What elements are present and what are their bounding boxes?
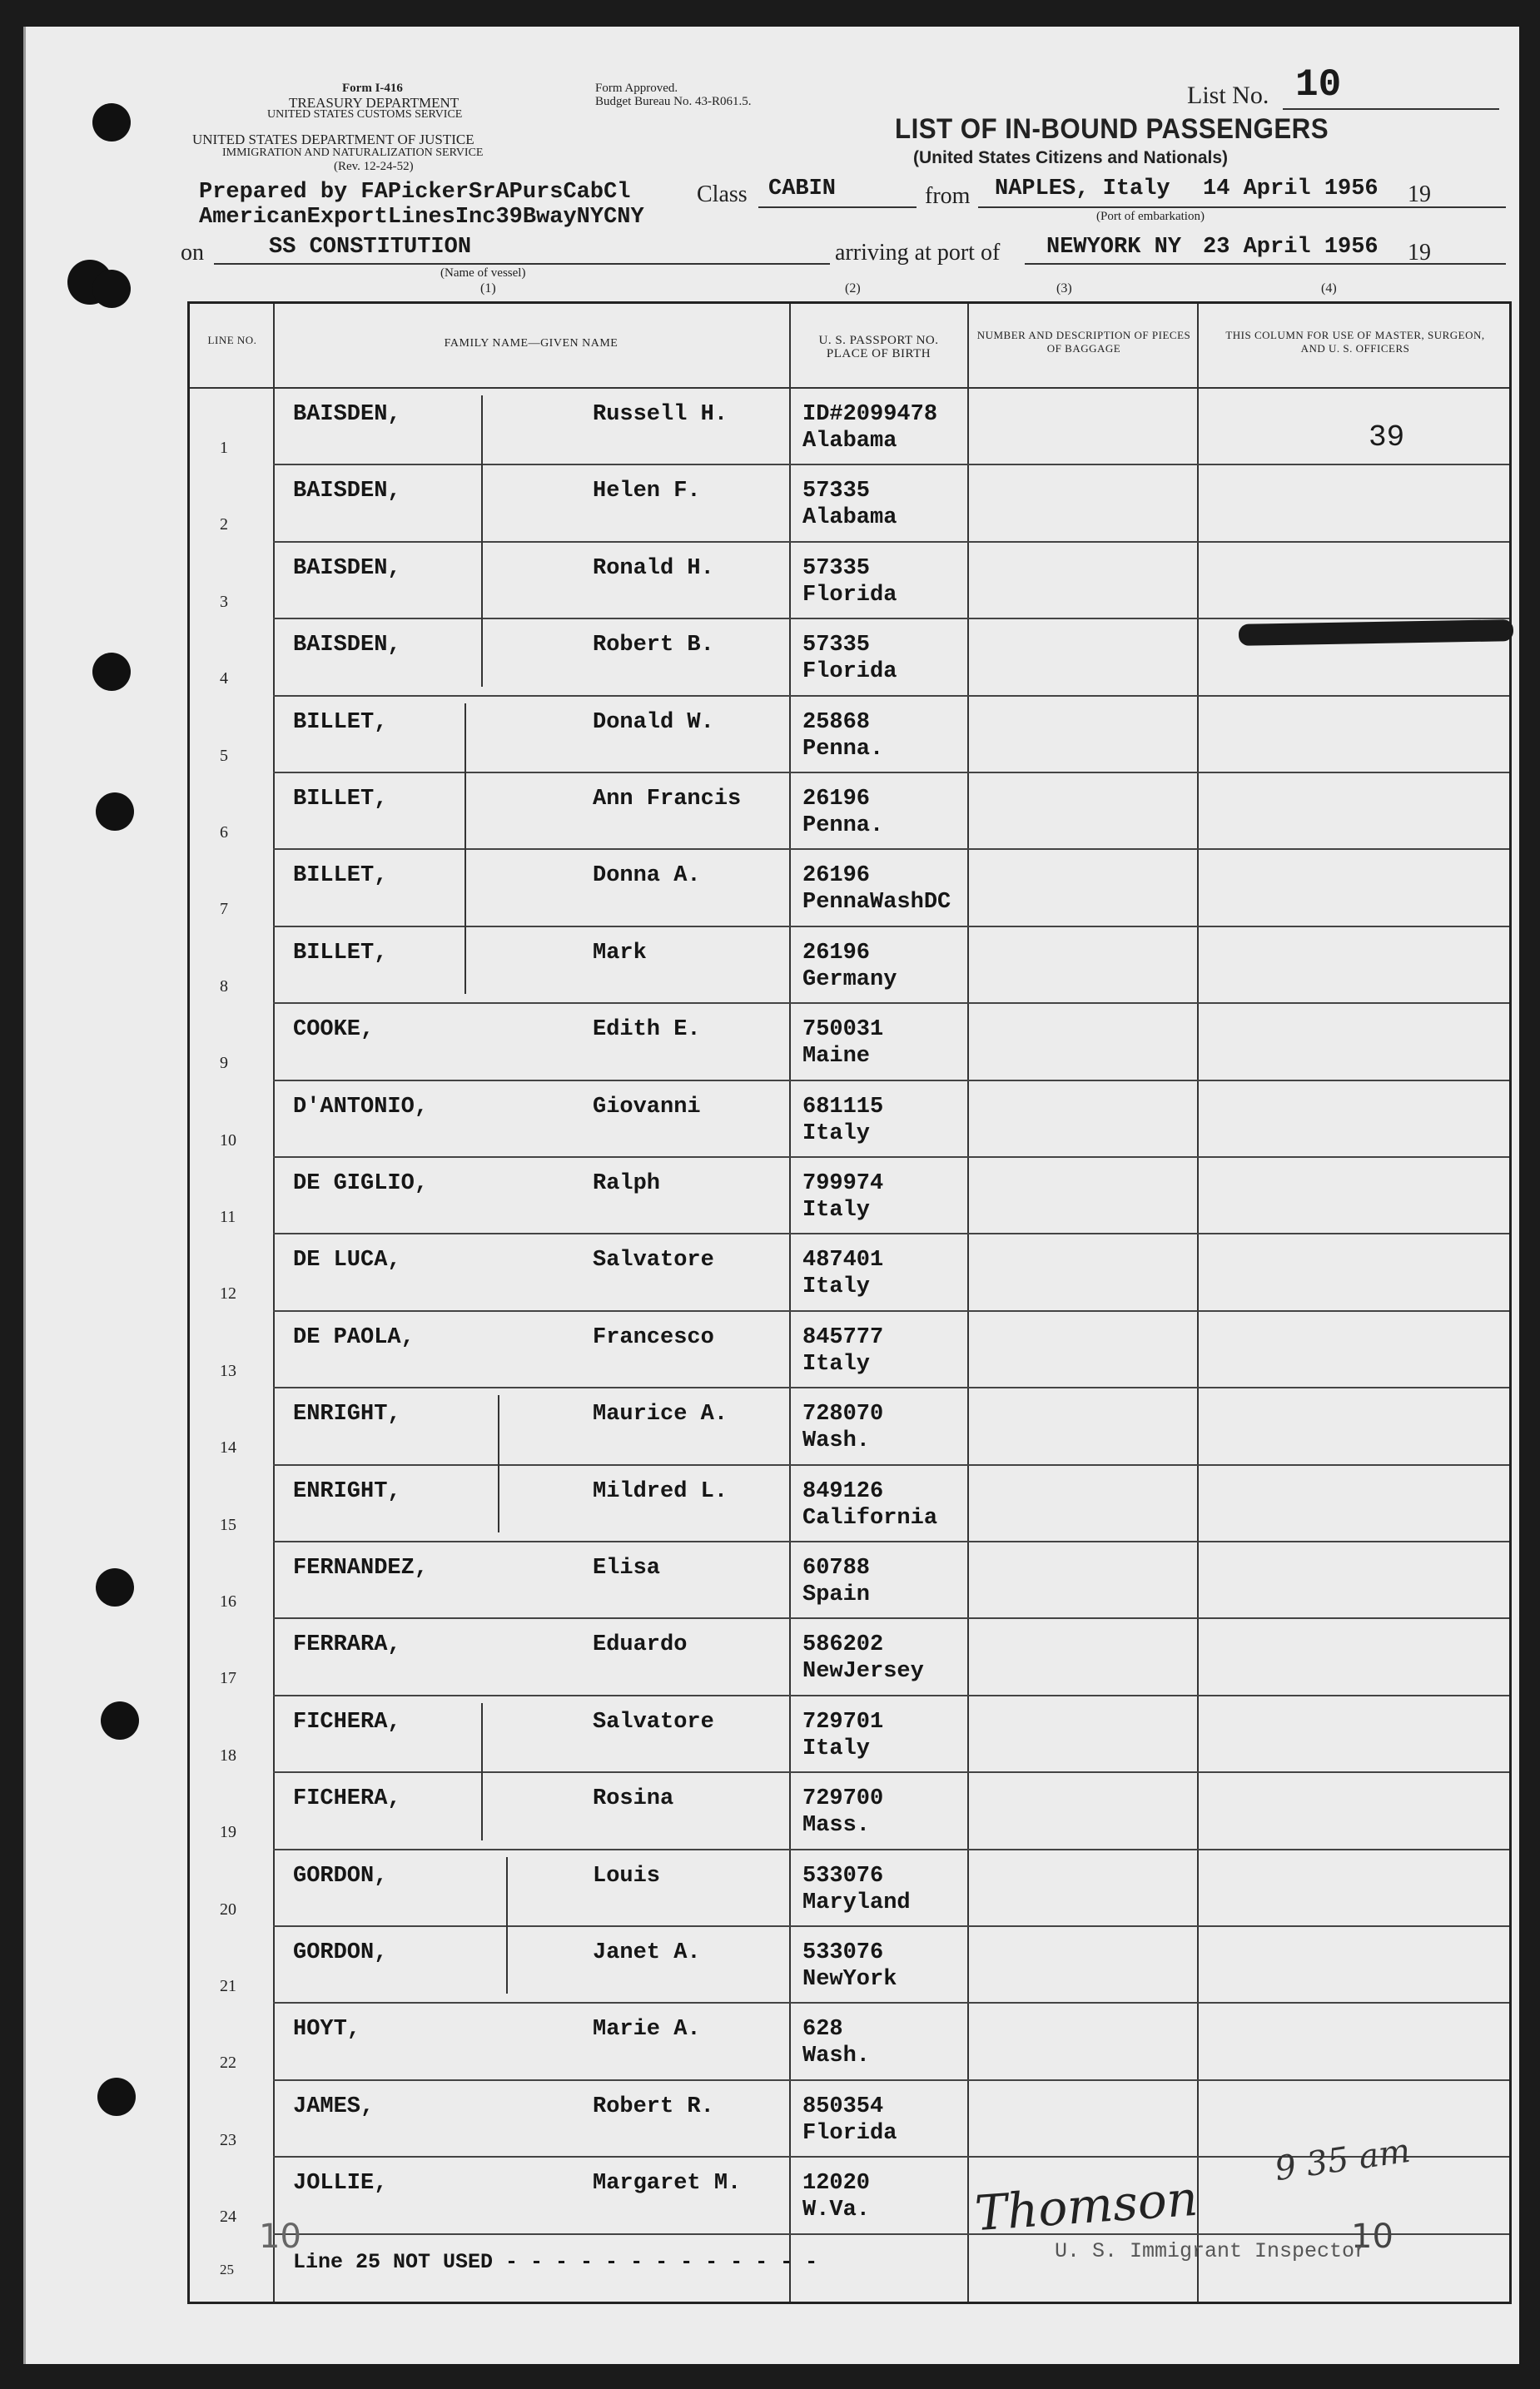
- given-name: Donald W.: [593, 709, 714, 735]
- line-number: 10: [220, 1130, 236, 1150]
- given-name: Margaret M.: [593, 2171, 742, 2197]
- row-divider: [273, 1156, 1509, 1158]
- place-of-birth: Penna.: [802, 736, 884, 762]
- line-number: 7: [220, 900, 228, 919]
- line-number: 12: [220, 1284, 236, 1304]
- passport-number: 57335: [802, 479, 871, 504]
- punch-hole: [97, 2078, 136, 2116]
- place-of-birth: Germany: [802, 966, 897, 992]
- class-label: Class: [697, 181, 748, 207]
- pencil-bracket: [481, 1703, 483, 1840]
- passport-number: 729700: [802, 1786, 884, 1812]
- family-name: COOKE,: [293, 1017, 375, 1043]
- given-name: Salvatore: [593, 1248, 714, 1274]
- passport-number: 57335: [802, 633, 871, 658]
- place-of-birth: Alabama: [802, 429, 897, 454]
- family-name: DE PAOLA,: [293, 1324, 415, 1350]
- place-of-birth: Spain: [802, 1582, 871, 1607]
- family-name: D'ANTONIO,: [293, 1094, 429, 1120]
- line-number: 19: [220, 1823, 236, 1842]
- passport-number: 850354: [802, 2093, 884, 2119]
- passport-number: 849126: [802, 1478, 884, 1504]
- place-of-birth: Penna.: [802, 813, 884, 838]
- place-of-birth: Italy: [802, 1736, 871, 1761]
- dept-treasury: TREASURY DEPARTMENT: [289, 95, 460, 111]
- line-number: 11: [220, 1208, 236, 1226]
- arrival-year: 19: [1408, 240, 1431, 266]
- line-number: 4: [220, 669, 228, 688]
- list-no-label: List No.: [1187, 82, 1269, 109]
- line-number: 20: [220, 1900, 236, 1919]
- on-label: on: [181, 240, 204, 266]
- row-divider: [273, 2079, 1509, 2081]
- passport-number: 26196: [802, 863, 871, 889]
- given-name: Marie A.: [593, 2017, 701, 2043]
- line-number: 25: [220, 2261, 234, 2277]
- dept-customs: UNITED STATES CUSTOMS SERVICE: [267, 108, 463, 121]
- line-number: 1: [220, 439, 228, 457]
- signature: Thomson: [972, 2169, 1200, 2242]
- row-divider: [273, 1849, 1509, 1850]
- punch-hole: [96, 792, 134, 831]
- family-name: BAISDEN,: [293, 479, 401, 504]
- class-value: CABIN: [768, 176, 837, 201]
- form-approved: Form Approved.: [595, 82, 678, 95]
- line-number: 22: [220, 2054, 236, 2073]
- row-divider: [273, 1233, 1509, 1234]
- place-of-birth: Florida: [802, 582, 897, 608]
- class-line: [758, 206, 917, 208]
- row-divider: [273, 618, 1509, 619]
- arriving-label: arriving at port of: [835, 240, 1001, 266]
- line-number: 8: [220, 976, 228, 996]
- place-of-birth: Alabama: [802, 505, 897, 531]
- row-divider: [273, 1310, 1509, 1312]
- passport-number: 586202: [802, 1632, 884, 1658]
- place-of-birth: Wash.: [802, 2044, 871, 2069]
- family-name: DE LUCA,: [293, 1248, 401, 1274]
- row-divider: [273, 1464, 1509, 1466]
- family-name: DE GIGLIO,: [293, 1171, 429, 1196]
- passport-number: 750031: [802, 1017, 884, 1043]
- row-divider: [273, 772, 1509, 773]
- row-divider: [273, 2002, 1509, 2004]
- arrival-port: NEWYORK NY: [1046, 235, 1182, 260]
- count-right: 10: [1351, 2218, 1393, 2256]
- given-name: Edith E.: [593, 1017, 701, 1043]
- pencil-bracket: [498, 1395, 499, 1532]
- line-number: 2: [220, 515, 228, 534]
- family-name: Line 25 NOT USED - - - - - - - - - - - - -: [293, 2249, 818, 2274]
- col-header-line-no: LINE NO.: [207, 334, 257, 346]
- given-name: Mildred L.: [593, 1478, 728, 1504]
- place-of-birth: Mass.: [802, 1813, 871, 1839]
- given-name: Elisa: [593, 1556, 661, 1581]
- given-name: Ronald H.: [593, 555, 714, 581]
- family-name: JAMES,: [293, 2093, 375, 2119]
- row1-mark: 39: [1369, 420, 1405, 454]
- dept-justice: UNITED STATES DEPARTMENT OF JUSTICE: [192, 132, 474, 147]
- punch-hole: [92, 103, 131, 142]
- from-line: [978, 206, 1506, 208]
- count-left: 10: [259, 2218, 301, 2256]
- line-number: 6: [220, 823, 228, 842]
- place-of-birth: NewYork: [802, 1967, 897, 1992]
- family-name: BILLET,: [293, 787, 388, 812]
- row-divider: [273, 464, 1509, 465]
- row-divider: [273, 1617, 1509, 1619]
- col-num-4: (4): [1321, 281, 1337, 296]
- family-name: BAISDEN,: [293, 633, 401, 658]
- line-number: 21: [220, 1977, 236, 1995]
- line-number: 24: [220, 2208, 236, 2227]
- place-of-birth: Italy: [802, 1198, 871, 1223]
- line-number: 18: [220, 1746, 236, 1765]
- family-name: ENRIGHT,: [293, 1402, 401, 1428]
- form-rev: (Rev. 12-24-52): [334, 160, 414, 173]
- sign-time: 9 35 am: [1272, 2131, 1413, 2189]
- given-name: Russell H.: [593, 402, 728, 427]
- line-number: 14: [220, 1438, 236, 1458]
- dept-ins: IMMIGRATION AND NATURALIZATION SERVICE: [222, 147, 484, 159]
- col-header-name: FAMILY NAME—GIVEN NAME: [444, 337, 618, 350]
- vessel-line: [214, 263, 830, 265]
- family-name: GORDON,: [293, 1863, 388, 1889]
- col-header-passport: U. S. PASSPORT NO. PLACE OF BIRTH: [818, 334, 939, 360]
- passport-number: ID#2099478: [802, 402, 938, 427]
- place-of-birth: California: [802, 1505, 938, 1531]
- passport-number: 845777: [802, 1324, 884, 1350]
- family-name: FERRARA,: [293, 1632, 401, 1658]
- col-header-baggage: NUMBER AND DESCRIPTION OF PIECES OF BAGGAGE: [976, 329, 1191, 355]
- row-divider: [273, 848, 1509, 850]
- given-name: Mark: [593, 940, 647, 966]
- passport-number: 26196: [802, 940, 871, 966]
- row-divider: [273, 2233, 1509, 2235]
- budget-bureau: Budget Bureau No. 43-R061.5.: [595, 95, 752, 108]
- punch-hole: [101, 1701, 139, 1740]
- place-of-birth: Italy: [802, 1351, 871, 1377]
- place-of-birth: W.Va.: [802, 2198, 871, 2223]
- family-name: BAISDEN,: [293, 555, 401, 581]
- given-name: Robert R.: [593, 2093, 714, 2119]
- row-divider: [273, 695, 1509, 697]
- line-number: 3: [220, 592, 228, 611]
- given-name: Francesco: [593, 1324, 714, 1350]
- col-num-3: (3): [1056, 281, 1072, 296]
- arrival-date: 23 April 1956: [1203, 235, 1379, 260]
- passport-number: 57335: [802, 555, 871, 581]
- passport-number: 533076: [802, 1863, 884, 1889]
- line-number: 9: [220, 1054, 228, 1073]
- family-name: FERNANDEZ,: [293, 1556, 429, 1581]
- family-name: JOLLIE,: [293, 2171, 388, 2197]
- row-divider: [273, 1080, 1509, 1081]
- passport-number: 628: [802, 2017, 843, 2043]
- passport-number: 25868: [802, 709, 871, 735]
- document-page: [23, 27, 1519, 2364]
- given-name: Salvatore: [593, 1709, 714, 1735]
- passport-number: 12020: [802, 2171, 871, 2197]
- col-header-officers: THIS COLUMN FOR USE OF MASTER, SURGEON, AND U. S. OFFICERS: [1225, 329, 1485, 355]
- from-date: 14 April 1956: [1203, 176, 1379, 201]
- row-divider: [273, 1002, 1509, 1004]
- prepared-by-2: AmericanExportLinesInc39BwayNYCNY: [199, 205, 644, 230]
- form-subtitle: (United States Citizens and Nationals): [913, 148, 1229, 167]
- given-name: Rosina: [593, 1786, 674, 1812]
- family-name: FICHERA,: [293, 1786, 401, 1812]
- passport-number: 729701: [802, 1709, 884, 1735]
- punch-hole: [96, 1568, 134, 1607]
- passenger-table: [187, 301, 1512, 2304]
- from-label: from: [925, 183, 971, 209]
- row-divider: [273, 1695, 1509, 1696]
- header-bottom-line: [190, 387, 1509, 389]
- given-name: Robert B.: [593, 633, 714, 658]
- family-name: ENRIGHT,: [293, 1478, 401, 1504]
- punch-hole: [92, 270, 131, 308]
- given-name: Giovanni: [593, 1094, 701, 1120]
- row-divider: [273, 1925, 1509, 1927]
- given-name: Maurice A.: [593, 1402, 728, 1428]
- row-divider: [273, 1541, 1509, 1542]
- col-num-1: (1): [480, 281, 496, 296]
- passport-number: 487401: [802, 1248, 884, 1274]
- given-name: Louis: [593, 1863, 661, 1889]
- line-number: 17: [220, 1669, 236, 1688]
- row-divider: [273, 1771, 1509, 1773]
- line-number: 16: [220, 1592, 236, 1611]
- place-of-birth: PennaWashDC: [802, 890, 951, 916]
- pencil-bracket: [464, 703, 466, 995]
- given-name: Helen F.: [593, 479, 701, 504]
- arrival-line: [1025, 263, 1506, 265]
- given-name: Ann Francis: [593, 787, 742, 812]
- port-embark-label: (Port of embarkation): [1096, 210, 1205, 223]
- line-number: 23: [220, 2130, 236, 2149]
- vessel-label: (Name of vessel): [440, 266, 526, 280]
- given-name: Donna A.: [593, 863, 701, 889]
- line-number: 5: [220, 746, 228, 765]
- family-name: GORDON,: [293, 1940, 388, 1965]
- family-name: BILLET,: [293, 863, 388, 889]
- list-no-value: 10: [1295, 63, 1342, 107]
- place-of-birth: Maine: [802, 1044, 871, 1070]
- place-of-birth: NewJersey: [802, 1659, 924, 1685]
- given-name: Eduardo: [593, 1632, 688, 1658]
- family-name: FICHERA,: [293, 1709, 401, 1735]
- passport-number: 533076: [802, 1940, 884, 1965]
- line-number: 15: [220, 1515, 236, 1534]
- passport-number: 26196: [802, 787, 871, 812]
- pencil-bracket: [481, 395, 483, 687]
- row-divider: [273, 541, 1509, 543]
- place-of-birth: Maryland: [802, 1890, 911, 1915]
- punch-hole: [92, 653, 131, 691]
- redaction-stroke: [1239, 619, 1513, 646]
- family-name: BAISDEN,: [293, 402, 401, 427]
- passport-number: 728070: [802, 1402, 884, 1428]
- place-of-birth: Wash.: [802, 1428, 871, 1454]
- passport-number: 60788: [802, 1556, 871, 1581]
- row-divider: [273, 1387, 1509, 1388]
- family-name: BILLET,: [293, 940, 388, 966]
- from-year: 19: [1408, 181, 1431, 207]
- place-of-birth: Florida: [802, 659, 897, 685]
- from-port: NAPLES, Italy: [995, 176, 1170, 201]
- family-name: BILLET,: [293, 709, 388, 735]
- passport-number: 681115: [802, 1094, 884, 1120]
- form-title: LIST OF IN-BOUND PASSENGERS: [895, 113, 1329, 145]
- place-of-birth: Italy: [802, 1120, 871, 1146]
- pencil-bracket: [506, 1857, 508, 1994]
- row-divider: [273, 926, 1509, 927]
- vessel-name: SS CONSTITUTION: [269, 235, 472, 260]
- given-name: Ralph: [593, 1171, 661, 1196]
- family-name: HOYT,: [293, 2017, 361, 2043]
- place-of-birth: Florida: [802, 2120, 897, 2146]
- given-name: Janet A.: [593, 1940, 701, 1965]
- line-number: 13: [220, 1361, 236, 1380]
- passport-number: 799974: [802, 1171, 884, 1196]
- inspector-label: U. S. Immigrant Inspector: [1055, 2239, 1368, 2263]
- place-of-birth: Italy: [802, 1274, 871, 1300]
- list-no-line: [1283, 108, 1499, 110]
- form-number: Form I-416: [342, 82, 403, 95]
- prepared-by: Prepared by FAPickerSrAPursCabCl: [199, 180, 631, 205]
- col-num-2: (2): [845, 281, 861, 296]
